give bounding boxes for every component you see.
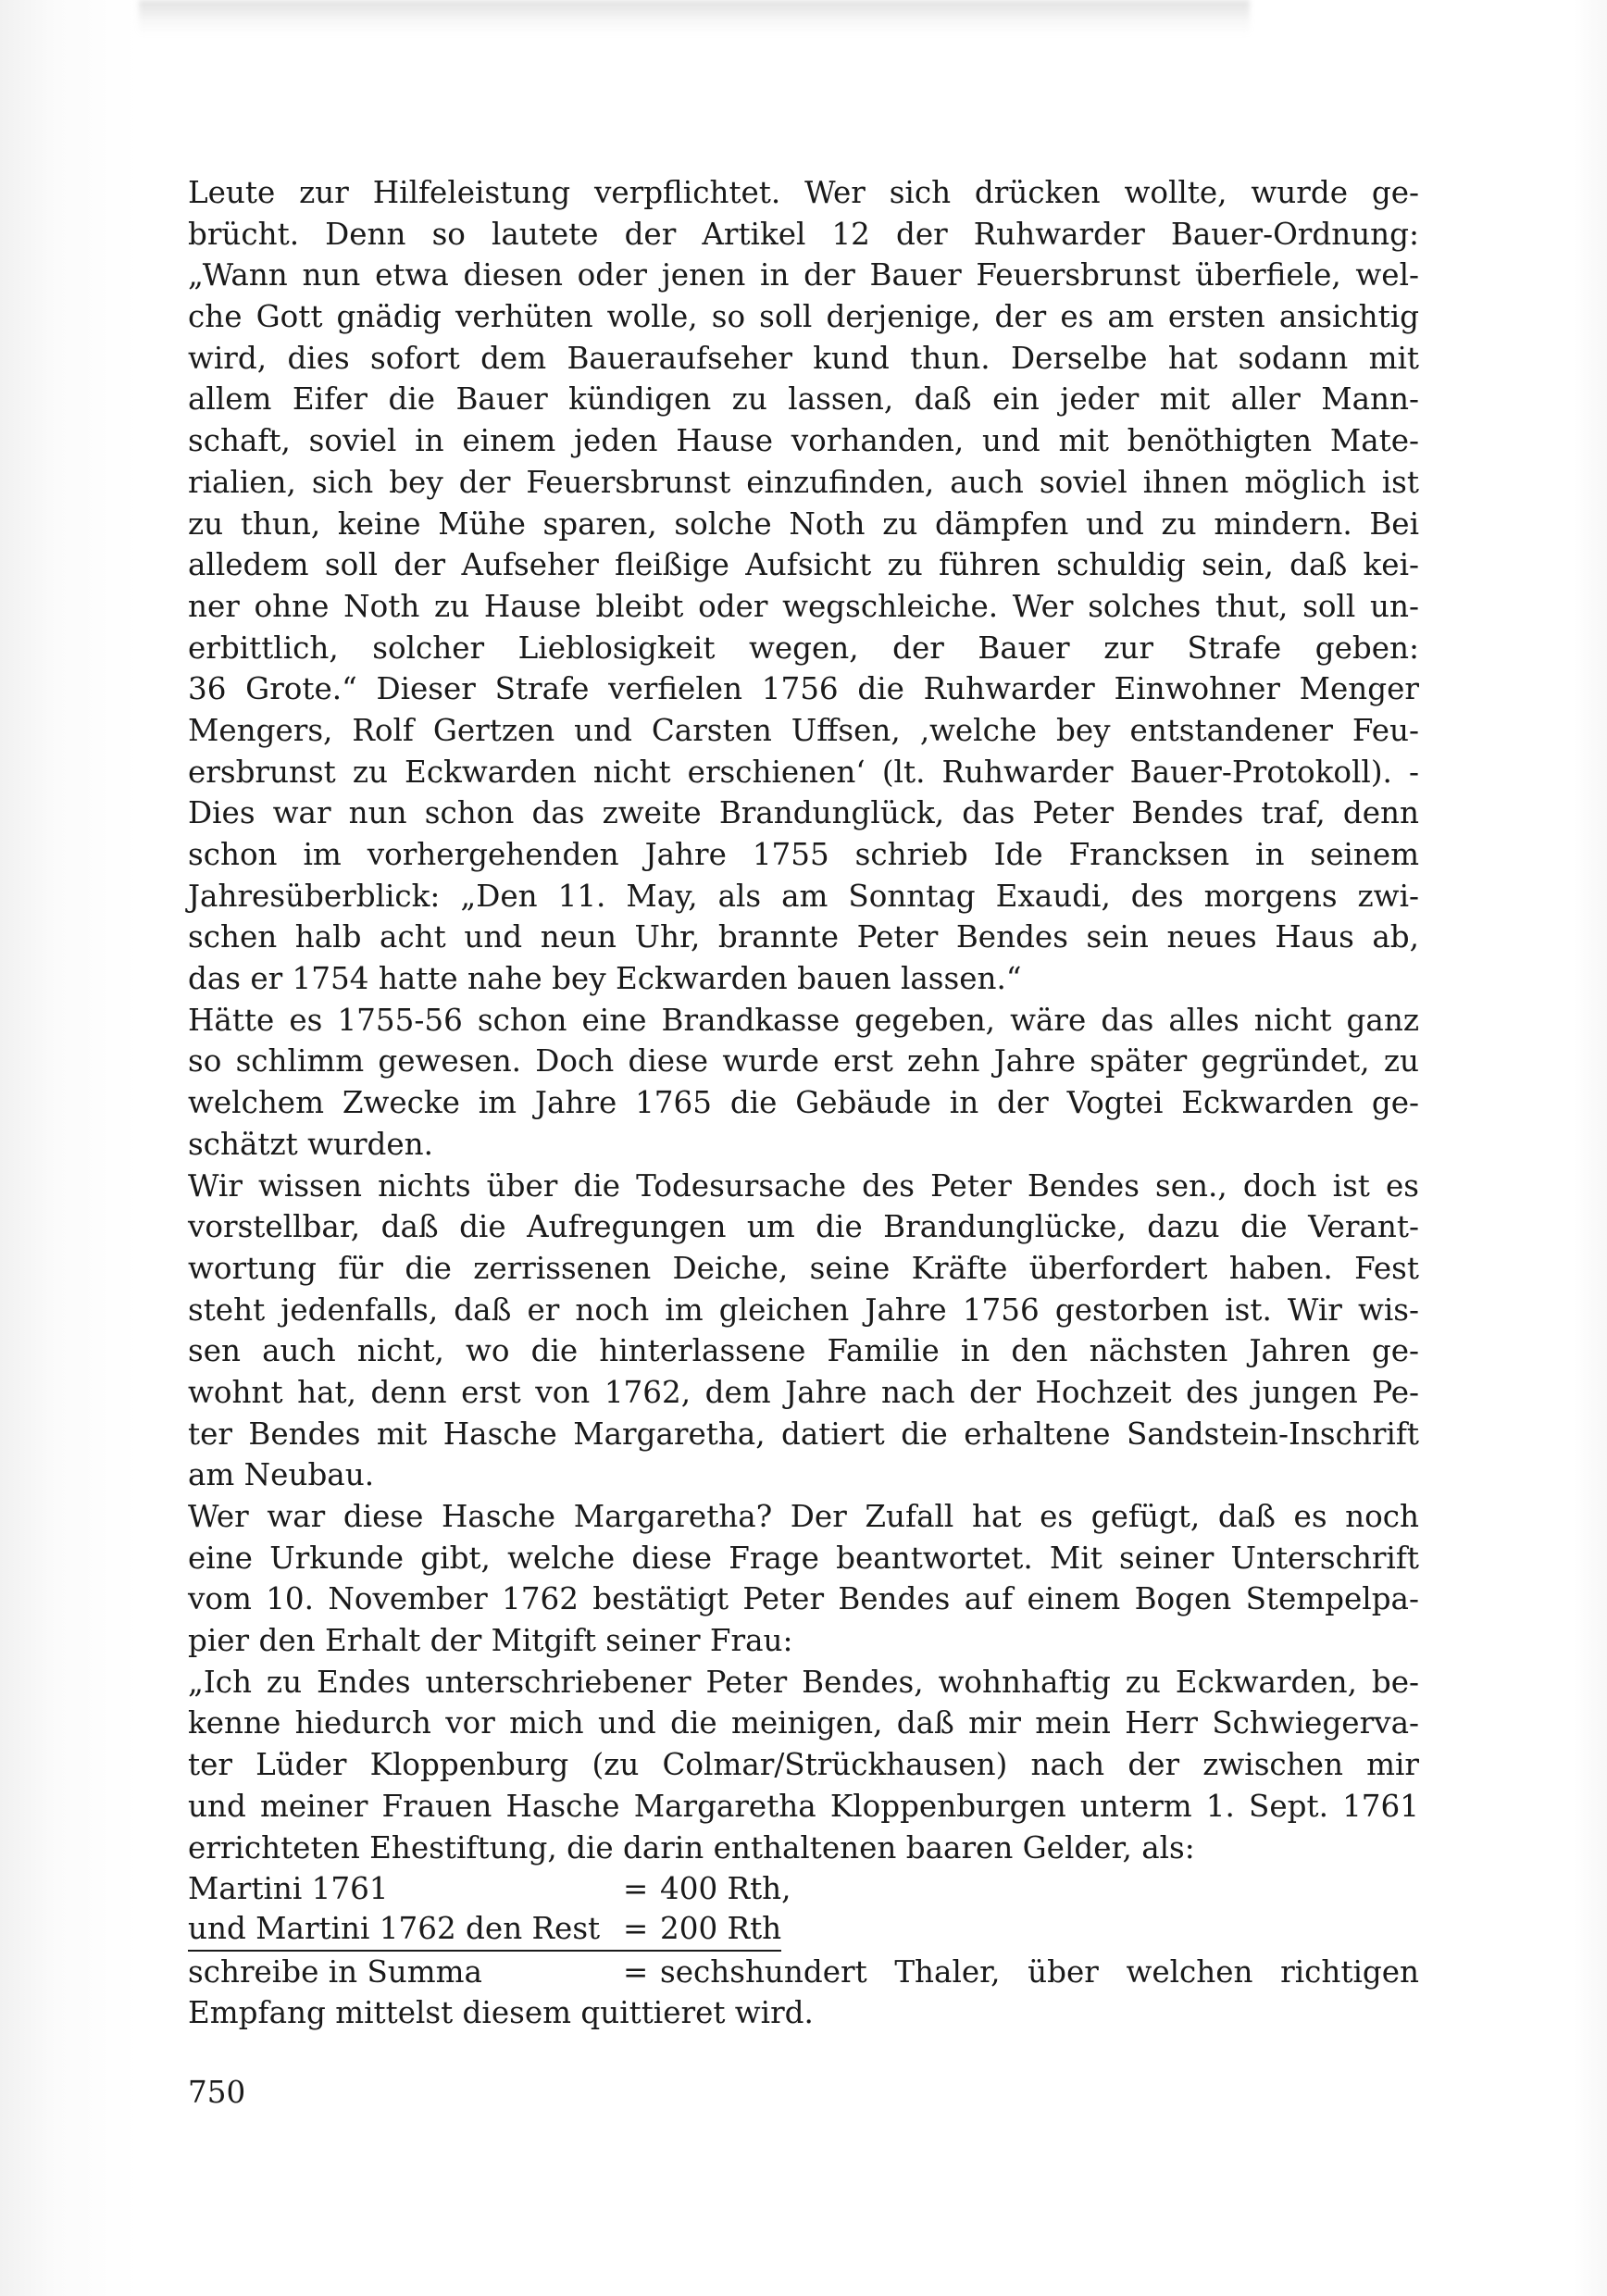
text-line: wird, dies sofort dem Baueraufseher kund thun. Derselbe hat sodann mit bbox=[188, 340, 1419, 376]
text-line: steht jedenfalls, daß er noch im gleichen Jahre 1756 gestorben ist. Wir wis- bbox=[188, 1292, 1419, 1328]
text-line: Hätte es 1755-56 schon eine Brandkasse gegeben, wäre das alles nicht ganz bbox=[188, 1002, 1419, 1038]
text-line: so schlimm gewesen. Doch diese wurde erst zehn Jahre später gegründet, zu bbox=[188, 1043, 1419, 1079]
text-line: sen auch nicht, wo die hinterlassene Familie in den nächsten Jahren ge- bbox=[188, 1333, 1419, 1369]
text-line: zu thun, keine Mühe sparen, solche Noth zu dämpfen und zu mindern. Bei bbox=[188, 505, 1419, 542]
text-line: ter Lüder Kloppenburg (zu Colmar/Strückhausen) nach der zwischen mir bbox=[188, 1747, 1419, 1783]
text-line: brücht. Denn so lautete der Artikel 12 der Ruhwarder Bauer-Ordnung: bbox=[188, 216, 1419, 252]
text-line: schen halb acht und neun Uhr, brannte Peter Bendes sein neues Haus ab, bbox=[188, 919, 1419, 955]
text-line: errichteten Ehestiftung, die darin enthaltenen baaren Gelder, als: bbox=[188, 1829, 1195, 1866]
payment-label: schreibe in Summa bbox=[188, 1953, 482, 1990]
text-line: pier den Erhalt der Mitgift seiner Frau: bbox=[188, 1623, 793, 1659]
payment-amount: 200 Rth bbox=[660, 1910, 782, 1946]
underlined-entry bbox=[188, 1910, 781, 1952]
text-line: allem Eifer die Bauer kündigen zu lassen, daß ein jeder mit aller Mann- bbox=[188, 381, 1419, 418]
text-line: eine Urkunde gibt, welche diese Frage beantwortet. Mit seiner Unterschrift bbox=[188, 1540, 1419, 1576]
text-line: ner ohne Noth zu Hause bleibt oder wegschleiche. Wer solches thut, soll un- bbox=[188, 588, 1419, 624]
payment-label: Martini 1761 bbox=[188, 1871, 389, 1907]
text-line: das er 1754 hatte nahe bey Eckwarden bauen lassen.“ bbox=[188, 961, 1022, 997]
text-line: vorstellbar, daß die Aufregungen um die Brandunglücke, dazu die Verant- bbox=[188, 1209, 1419, 1245]
text-line: Dies war nun schon das zweite Brandunglück, das Peter Bendes traf, denn bbox=[188, 795, 1419, 831]
equals-sign: = bbox=[623, 1871, 649, 1907]
scan-shadow bbox=[139, 0, 1250, 35]
text-line: alledem soll der Aufseher fleißige Aufsicht zu führen schuldig sein, daß kei- bbox=[188, 547, 1419, 583]
text-line: erbittlich, solcher Lieblosigkeit wegen, der Bauer zur Strafe geben: bbox=[188, 630, 1419, 666]
page-number: 750 bbox=[188, 2075, 246, 2110]
payment-total bbox=[188, 1952, 1419, 1993]
text-line: Wer war diese Hasche Margaretha? Der Zufall hat es gefügt, daß es noch bbox=[188, 1499, 1419, 1534]
text-line: und meiner Frauen Hasche Margaretha Kloppenburgen unterm 1. Sept. 1761 bbox=[188, 1788, 1419, 1824]
text-line: schaft, soviel in einem jeden Hause vorhanden, und mit benöthigten Mate- bbox=[188, 423, 1419, 459]
text-line: „Ich zu Endes unterschriebener Peter Bendes, wohnhaftig zu Eckwarden, be- bbox=[188, 1664, 1419, 1700]
text-line: Empfang mittelst diesem quittieret wird. bbox=[188, 1995, 814, 2031]
text-line: Mengers, Rolf Gertzen und Carsten Uffsen, ‚welche bey entstandener Feu- bbox=[188, 712, 1419, 748]
payment-entry bbox=[188, 1868, 1419, 1910]
text-line: wohnt hat, denn erst von 1762, dem Jahre nach der Hochzeit des jungen Pe- bbox=[188, 1374, 1419, 1410]
text-line: schon im vorhergehenden Jahre 1755 schrieb Ide Francksen in seinem bbox=[188, 837, 1419, 872]
payment-amount: sechshundert Thaler, über welchen richtigen bbox=[660, 1953, 1419, 1990]
text-line: am Neubau. bbox=[188, 1457, 375, 1493]
text-line: welchem Zwecke im Jahre 1765 die Gebäude in der Vogtei Eckwarden ge- bbox=[188, 1085, 1419, 1121]
payment-label: und Martini 1762 den Rest bbox=[188, 1910, 601, 1946]
text-line: vom 10. November 1762 bestätigt Peter Bendes auf einem Bogen Stempelpa- bbox=[188, 1581, 1419, 1617]
text-line: Wir wissen nichts über die Todesursache des Peter Bendes sen., doch ist es bbox=[188, 1167, 1419, 1204]
text-line: ter Bendes mit Hasche Margaretha, datiert die erhaltene Sandstein-Inschrift bbox=[188, 1416, 1419, 1452]
text-line: Leute zur Hilfeleistung verpflichtet. Wer sich drücken wollte, wurde ge- bbox=[188, 175, 1419, 210]
body-text bbox=[188, 172, 1419, 2034]
text-line: kenne hiedurch vor mich und die meinigen, daß mir mein Herr Schwiegerva- bbox=[188, 1705, 1419, 1741]
equals-sign: = bbox=[623, 1910, 649, 1946]
equals-sign: = bbox=[623, 1953, 649, 1990]
text-line: ersbrunst zu Eckwarden nicht erschienen‘ (lt. Ruhwarder Bauer-Protokoll). - bbox=[188, 754, 1419, 790]
text-line: Jahresüberblick: „Den 11. May, als am Sonntag Exaudi, des morgens zwi- bbox=[188, 878, 1419, 914]
text-line: „Wann nun etwa diesen oder jenen in der Bauer Feuersbrunst überfiele, wel- bbox=[188, 257, 1419, 293]
text-line: wortung für die zerrissenen Deiche, seine Kräfte überfordert haben. Fest bbox=[188, 1250, 1419, 1286]
text-line: che Gott gnädig verhüten wolle, so soll derjenige, der es am ersten ansichtig bbox=[188, 299, 1419, 335]
text-line: 36 Grote.“ Dieser Strafe verfielen 1756 die Ruhwarder Einwohner Menger bbox=[188, 671, 1419, 707]
payment-amount: 400 Rth, bbox=[660, 1871, 791, 1907]
text-line: rialien, sich bey der Feuersbrunst einzufinden, auch soviel ihnen möglich ist bbox=[188, 464, 1419, 500]
payment-entry-underlined bbox=[188, 1910, 1419, 1952]
text-line: schätzt wurden. bbox=[188, 1126, 433, 1162]
